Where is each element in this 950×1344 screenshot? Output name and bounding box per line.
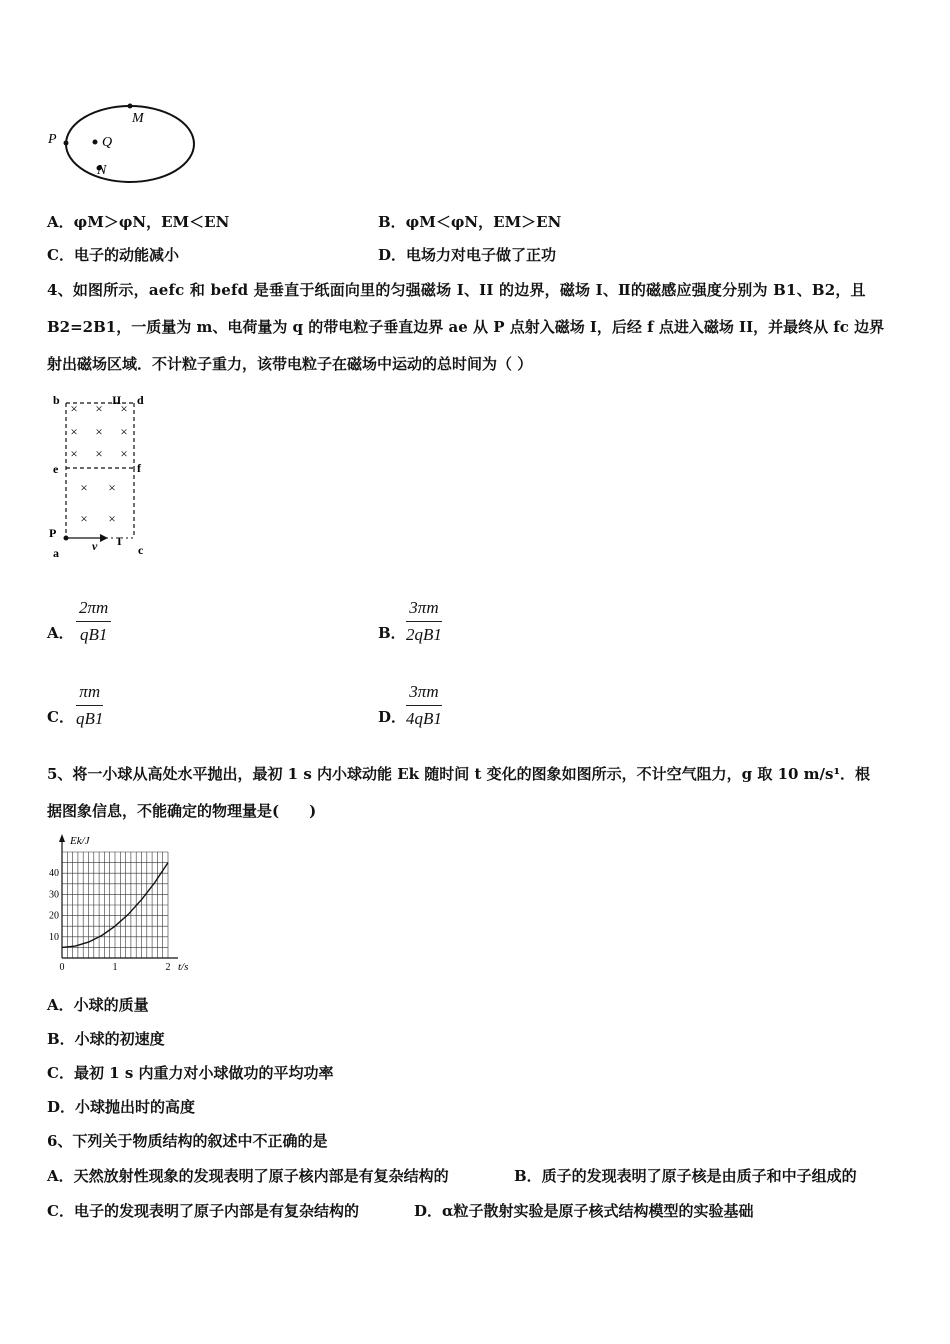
fraction-denominator: 2qB1 <box>406 625 442 644</box>
label-b: b <box>53 393 60 407</box>
label-region-i: I <box>117 534 122 548</box>
q5-stem-line-2: 据图象信息，不能确定的物理量是( ) <box>47 802 317 820</box>
field-region-ii-crosses <box>70 401 127 461</box>
label-c: c <box>138 543 144 557</box>
label-region-ii: II <box>112 393 122 407</box>
chart-xlabel: t/s <box>178 961 189 973</box>
svg-text:×: × <box>95 446 103 461</box>
x-tick-label: 2 <box>165 962 171 973</box>
q4-option-b-fraction <box>406 598 442 645</box>
velocity-arrowhead <box>100 534 108 542</box>
y-tick-label: 30 <box>49 889 59 901</box>
svg-text:×: × <box>120 401 128 416</box>
label-e: e <box>53 462 59 476</box>
q5-option-b: B．小球的初速度 <box>47 1030 165 1048</box>
q3-option-b: B．φM＜φN，EM＞EN <box>378 213 562 231</box>
fraction-numerator: 2πm <box>79 598 109 617</box>
fraction-denominator: qB1 <box>76 709 104 728</box>
chart-axes <box>59 834 178 958</box>
q3-option-c: C．电子的动能减小 <box>47 246 179 264</box>
q4-option-c-fraction <box>76 682 103 729</box>
y-tick-label: 40 <box>49 868 59 880</box>
q5-option-d: D．小球抛出时的高度 <box>47 1098 196 1116</box>
label-m: M <box>132 111 144 126</box>
q4-stem-line-3: 射出磁场区域．不计粒子重力，该带电粒子在磁场中运动的总时间为（ ） <box>47 355 533 373</box>
q3-option-a: A．φM＞φN，EM＜EN <box>47 213 230 231</box>
fraction-numerator: 3πm <box>409 682 439 701</box>
q5-option-a: A．小球的质量 <box>47 996 149 1014</box>
magnetic-field-figure <box>44 388 164 566</box>
q6-stem: 6、下列关于物质结构的叙述中不正确的是 <box>47 1132 328 1150</box>
svg-text:×: × <box>108 511 116 526</box>
q4-stem-line-1: 4、如图所示，aefc 和 befd 是垂直于纸面向里的匀强磁场 I、II 的边界，磁场 I、Ⅱ的磁感应强度分别为 B1、B2，且 <box>47 281 866 299</box>
q4-stem-line-2: B2=2B1，一质量为 m、电荷量为 q 的带电粒子垂直边界 ae 从 P 点射入磁场 I，后经 f 点进入磁场 II，并最终从 fc 边界 <box>47 318 885 336</box>
x-tick-label: 1 <box>112 962 118 973</box>
svg-text:×: × <box>70 446 78 461</box>
y-tick-label: 10 <box>49 931 59 943</box>
chart-ylabel: Ek/J <box>70 835 90 847</box>
q4-option-c-letter: C． <box>47 708 74 726</box>
svg-text:×: × <box>95 401 103 416</box>
label-q: Q <box>102 135 113 150</box>
point-m <box>128 104 133 109</box>
svg-text:×: × <box>95 424 103 439</box>
ek-time-chart <box>44 830 204 975</box>
q6-option-c: C．电子的发现表明了原子内部是有复杂结构的 <box>47 1202 359 1220</box>
svg-text:×: × <box>70 401 78 416</box>
label-d: d <box>137 393 144 407</box>
q4-option-a-letter: A． <box>47 624 74 642</box>
svg-text:×: × <box>80 511 88 526</box>
label-a: a <box>53 546 59 560</box>
q5-option-c: C．最初 1 s 内重力对小球做功的平均功率 <box>47 1064 334 1082</box>
q6-option-d: D．α粒子散射实验是原子核式结构模型的实验基础 <box>414 1202 754 1220</box>
fraction-denominator: qB1 <box>79 625 108 644</box>
q6-option-b: B．质子的发现表明了原子核是由质子和中子组成的 <box>514 1167 857 1185</box>
ellipse-figure <box>44 98 204 190</box>
svg-text:×: × <box>108 480 116 495</box>
q4-option-d-fraction <box>406 682 442 729</box>
fraction-denominator: 4qB1 <box>406 709 442 728</box>
q4-option-a-fraction <box>76 598 111 645</box>
q3-option-d: D．电场力对电子做了正功 <box>378 246 557 264</box>
q5-stem-line-1: 5、将一小球从高处水平抛出，最初 1 s 内小球动能 Ek 随时间 t 变化的图象如图所示，不计空气阻力，g 取 10 m/s¹．根 <box>47 765 871 783</box>
label-v: v <box>92 539 98 553</box>
q6-option-a: A．天然放射性现象的发现表明了原子核内部是有复杂结构的 <box>47 1167 449 1185</box>
q4-option-b-letter: B． <box>378 624 406 642</box>
q4-option-d-letter: D． <box>378 708 407 726</box>
fraction-numerator: πm <box>79 682 101 701</box>
chart-grid <box>62 852 168 958</box>
y-axis-arrowhead <box>59 834 65 842</box>
ellipse-boundary <box>66 106 194 182</box>
label-p: P <box>49 526 57 540</box>
label-f: f <box>137 461 141 475</box>
field-region-i-crosses <box>80 480 115 526</box>
svg-text:×: × <box>120 446 128 461</box>
y-tick-label: 20 <box>49 910 59 922</box>
svg-text:×: × <box>120 424 128 439</box>
point-q <box>93 140 98 145</box>
x-tick-label: 0 <box>59 962 65 973</box>
point-p <box>64 141 69 146</box>
svg-text:×: × <box>70 424 78 439</box>
label-p: P <box>48 132 57 147</box>
fraction-numerator: 3πm <box>409 598 439 617</box>
label-n: N <box>97 163 107 178</box>
svg-text:×: × <box>80 480 88 495</box>
